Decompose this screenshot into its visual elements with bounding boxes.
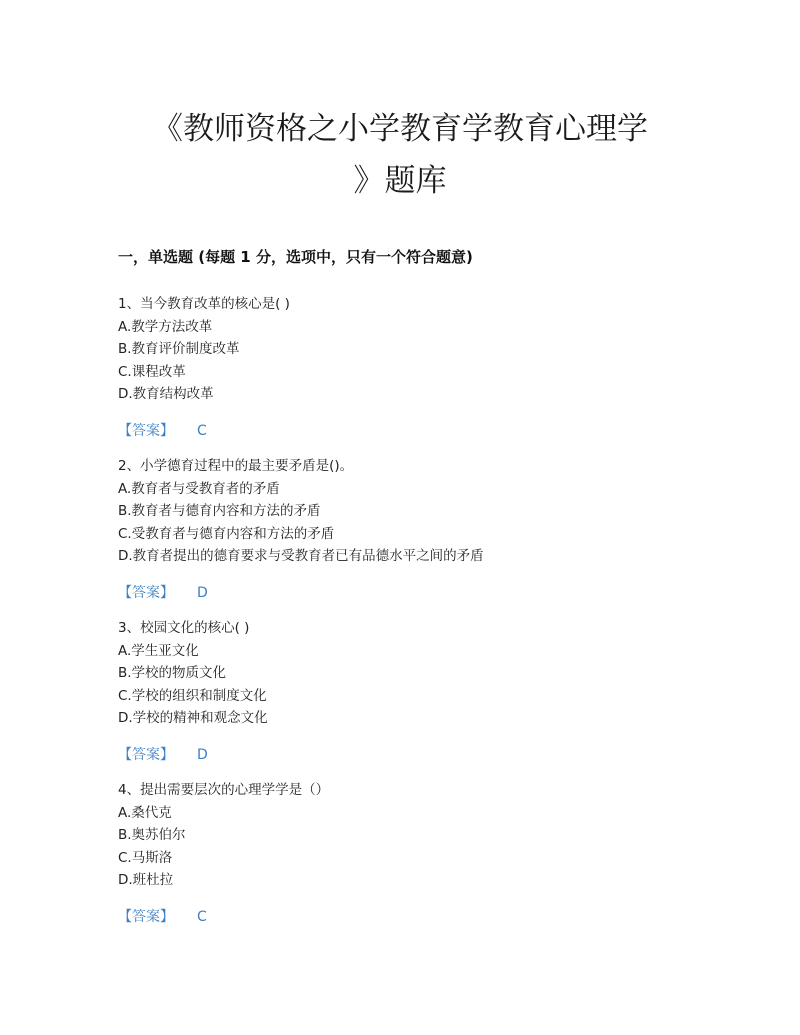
question-stem: 1、当今教育改革的核心是( ) bbox=[118, 296, 290, 312]
question-stem: 4、提出需要层次的心理学学是（） bbox=[118, 782, 330, 798]
option-d: D.班杜拉 bbox=[118, 872, 174, 888]
document-title-line2: 》题库 bbox=[353, 163, 447, 199]
option-d: D.学校的精神和观念文化 bbox=[118, 710, 268, 726]
option-c: C.学校的组织和制度文化 bbox=[118, 687, 267, 704]
answer-value: D bbox=[197, 584, 208, 601]
option-d: D.教育结构改革 bbox=[118, 386, 214, 402]
option-b: B.学校的物质文化 bbox=[118, 665, 227, 681]
option-c: C.马斯洛 bbox=[118, 849, 173, 866]
option-a: A.桑代克 bbox=[118, 804, 172, 821]
section-heading: 一，单选题 (每题 1 分，选项中，只有一个符合题意) bbox=[118, 248, 473, 266]
answer-row bbox=[118, 582, 718, 604]
option-b: B.教育评价制度改革 bbox=[118, 341, 240, 357]
question-stem: 3、校园文化的核心( ) bbox=[118, 620, 250, 636]
question-2 bbox=[118, 455, 718, 604]
question-1 bbox=[118, 293, 718, 442]
option-a: A.教育者与受教育者的矛盾 bbox=[118, 480, 280, 497]
option-a: A.教学方法改革 bbox=[118, 318, 213, 335]
answer-row bbox=[118, 906, 718, 928]
question-4 bbox=[118, 779, 718, 928]
answer-value: C bbox=[197, 908, 207, 925]
answer-value: C bbox=[197, 422, 207, 439]
option-c: C.课程改革 bbox=[118, 363, 186, 380]
question-3 bbox=[118, 617, 718, 766]
answer-row bbox=[118, 744, 718, 766]
answer-row bbox=[118, 420, 718, 442]
answer-label: 【答案】 bbox=[118, 422, 174, 439]
answer-label: 【答案】 bbox=[118, 584, 174, 601]
question-stem: 2、小学德育过程中的最主要矛盾是()。 bbox=[118, 458, 354, 474]
option-b: B.奥苏伯尔 bbox=[118, 827, 186, 843]
option-a: A.学生亚文化 bbox=[118, 642, 199, 659]
option-d: D.教育者提出的德育要求与受教育者已有品德水平之间的矛盾 bbox=[118, 548, 484, 564]
answer-label: 【答案】 bbox=[118, 908, 174, 925]
answer-label: 【答案】 bbox=[118, 746, 174, 763]
option-c: C.受教育者与德育内容和方法的矛盾 bbox=[118, 525, 335, 542]
option-b: B.教育者与德育内容和方法的矛盾 bbox=[118, 503, 321, 519]
answer-value: D bbox=[197, 746, 208, 763]
document-title-line1: 《教师资格之小学教育学教育心理学 bbox=[152, 111, 648, 147]
